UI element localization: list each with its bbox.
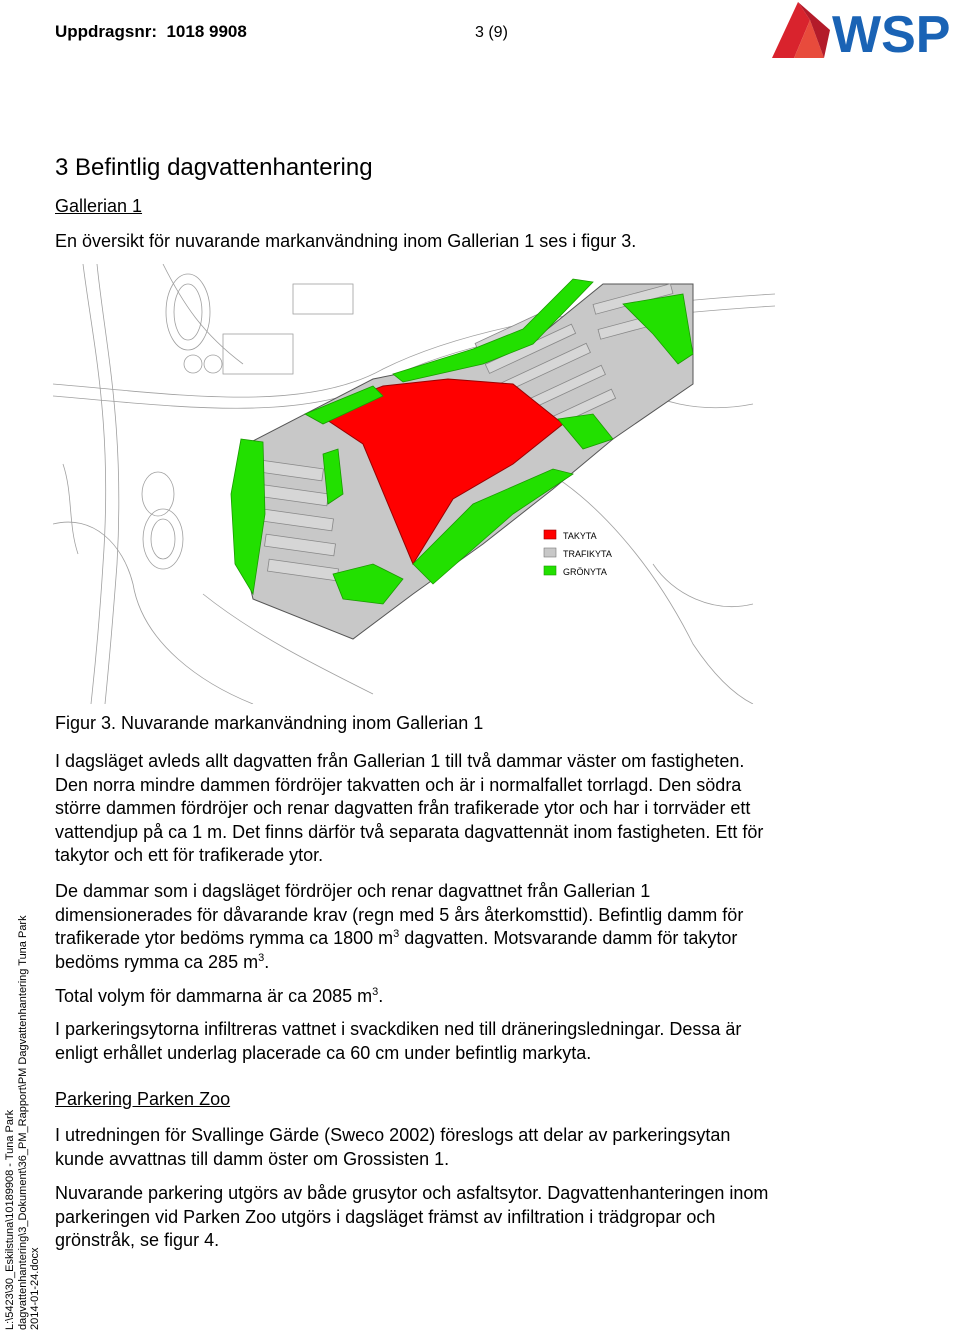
paragraph-3: Total volym för dammarna är ca 2085 $m^3$.	[55, 986, 384, 1006]
paragraph-5: I utredningen för Svallinge Gärde (Sweco 2002) föreslogs att delar av parkeringsytan kunde avvattnas till damm öster om Grossisten 1.	[55, 1125, 731, 1169]
section-title: 3 Befintlig dagvattenhantering	[55, 154, 373, 181]
paragraph-6: Nuvarande parkering utgörs av både grusytor och asfaltsytor. Dagvattenhanteringen inom parkeringen vid Parken Zoo utgörs i dagsläget främst av infiltration i trädgropar och grönstråk, se figur 4.	[55, 1183, 769, 1250]
page-number: 3 (9)	[475, 24, 508, 41]
assignment-number: Uppdragsnr: 1018 9908	[55, 22, 247, 41]
subsection-parken-zoo: Parkering Parken Zoo	[55, 1089, 231, 1109]
figure-caption: Figur 3. Nuvarande markanvändning inom Gallerian 1	[55, 713, 484, 733]
paragraph-4: I parkeringsytorna infiltreras vattnet i svackdiken ned till dräneringsledningar. Dessa är enligt erhållet underlag placerade ca 60 cm under befintlig markyta.	[55, 1019, 742, 1063]
legend-trafikyta: TRAFIKYTA	[563, 549, 612, 559]
wsp-logo	[770, 0, 960, 62]
paragraph-1: I dagsläget avleds allt dagvatten från Gallerian 1 till två dammar väster om fastigheten. Den norra mindre dammen fördröjer takvatten och är i normalfallet torrlagd. Den södra större dammen fördröjer och renar dagvatten från trafikerade ytor och har i torrväder ett vattendjup på ca 1 m. Det finns därför två separata dagvattennät inom fastigheten. Ett för takytor och ett för trafikerade ytor.	[55, 751, 764, 865]
paragraph-2: De dammar som i dagsläget fördröjer och renar dagvattnet från Gallerian 1 dimensionerades för dåvarande krav (regn med 5 års återkomsttid). Befintlig damm för trafikerade ytor bedöms rymma ca 1800 $m^3$ dagvatten. Motsvarande damm för takytor bedöms rymma ca 285 $m^3$.	[55, 881, 744, 972]
legend-gronyta: GRÖNYTA	[563, 567, 607, 577]
site-map-figure	[53, 264, 775, 704]
svg-text:WSP: WSP	[832, 6, 951, 62]
intro-paragraph: En översikt för nuvarande markanvändning inom Gallerian 1 ses i figur 3.	[55, 231, 637, 251]
file-path-sidebar: L:\5423\30_Eskilstuna\10189908 - Tuna Park dagvattenhantering\3_Dokument\36_PM_Rapport\PM Dagvattenhantering Tuna Park 2014-01-24.docx	[4, 915, 41, 1330]
legend-takyta: TAKYTA	[563, 531, 597, 541]
subsection-gallerian: Gallerian 1	[55, 196, 143, 216]
